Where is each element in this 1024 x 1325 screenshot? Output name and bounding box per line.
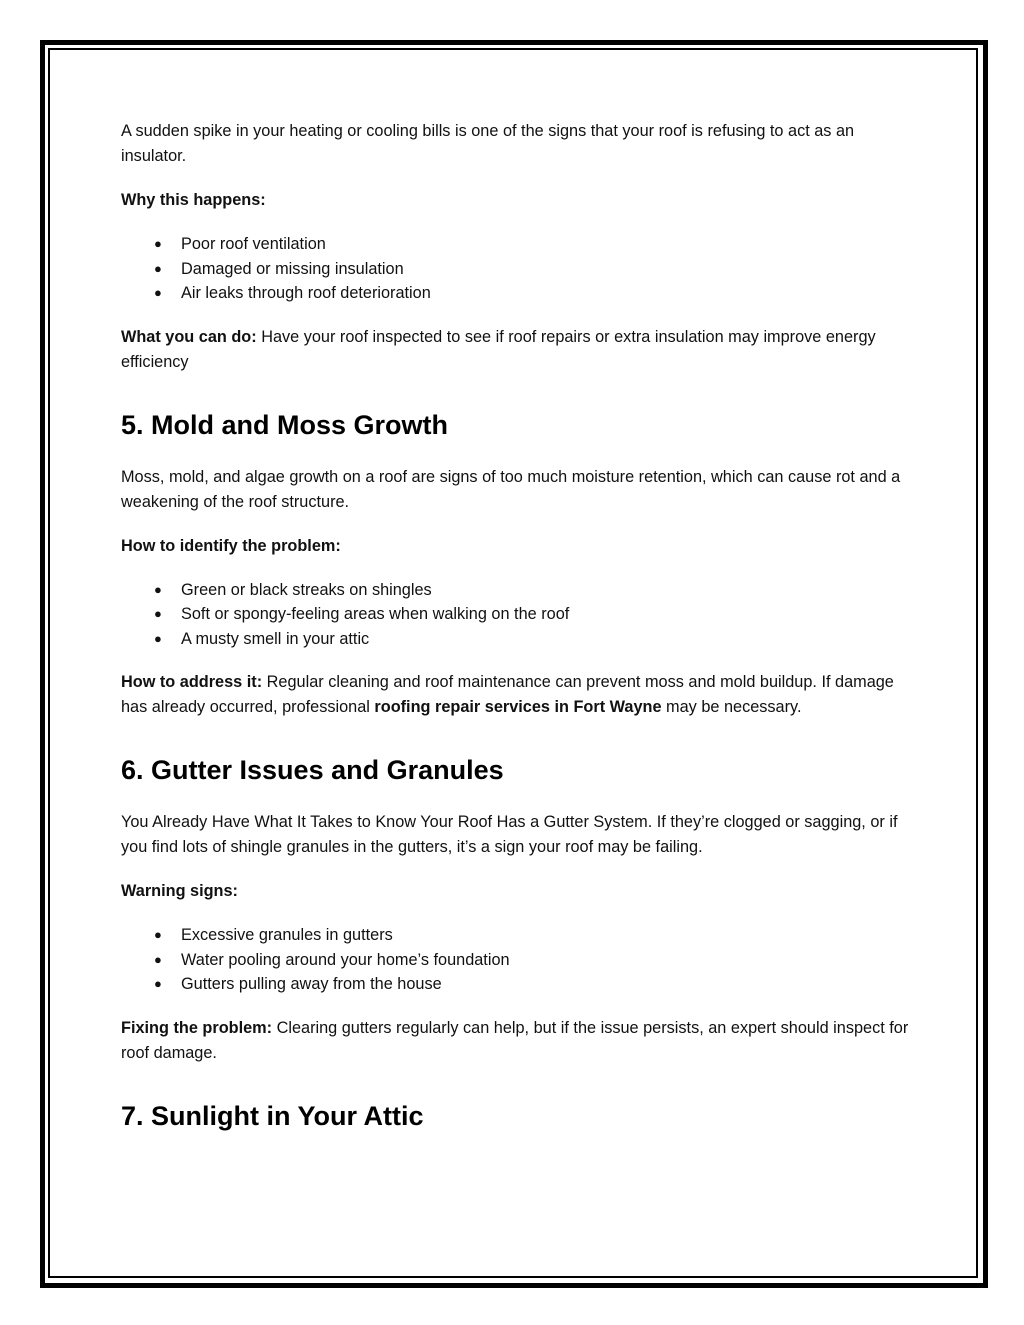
list-item: ● Damaged or missing insulation xyxy=(121,257,911,282)
list-item: ● Gutters pulling away from the house xyxy=(121,972,911,997)
bullet-icon: ● xyxy=(154,951,162,967)
gutter-description: You Already Have What It Takes to Know Your Roof Has a Gutter System. If they’re clogged or sagging, or if you find lots of shingle granules in the gutters, it’s a sign your roof may be failing. xyxy=(121,813,898,856)
mold-description: Moss, mold, and algae growth on a roof are signs of too much moisture retention, which can cause rot and a weakening of the roof structure. xyxy=(121,467,901,511)
bullet-icon: ● xyxy=(154,927,162,942)
warning-signs-label: Warning signs: xyxy=(121,882,238,900)
section-heading-gutter: 6. Gutter Issues and Granules xyxy=(121,755,504,785)
roofing-repair-services-link-text: roofing repair services in Fort Wayne xyxy=(374,698,662,716)
bullet-icon: ● xyxy=(154,581,162,597)
intro-paragraph: A sudden spike in your heating or cooling bills is one of the signs that your roof is refusing to act as an insulator. xyxy=(121,122,855,165)
what-you-can-do-paragraph: What you can do: Have your roof inspected to see if roof repairs or extra insulation may improve energy efficiency xyxy=(121,327,876,371)
list-item: ● A musty smell in your attic xyxy=(121,627,911,652)
section-heading-mold: 5. Mold and Moss Growth xyxy=(121,409,449,440)
bullet-icon: ● xyxy=(154,976,162,991)
bullet-icon: ● xyxy=(154,630,162,646)
fixing-problem-paragraph: Fixing the problem: Clearing gutters regularly can help, but if the issue persists, an expert should inspect for roof damage. xyxy=(121,1018,909,1062)
list-item: ● Air leaks through roof deterioration xyxy=(121,281,911,306)
list-item: ● Soft or spongy-feeling areas when walking on the roof xyxy=(121,602,911,627)
identify-problem-label: How to identify the problem: xyxy=(121,536,341,555)
document-body xyxy=(121,119,911,1156)
why-this-happens-label: Why this happens: xyxy=(121,191,266,209)
gutter-signs-list xyxy=(121,923,911,997)
how-to-address-label: How to address it: xyxy=(121,673,263,691)
bullet-icon: ● xyxy=(154,285,162,300)
section-heading-sunlight: 7. Sunlight in Your Attic xyxy=(121,1100,424,1131)
list-item: ● Green or black streaks on shingles xyxy=(121,578,911,603)
how-to-address-paragraph: How to address it: Regular cleaning and roof maintenance can prevent moss and mold buildup. If damage has already occurred, professional roofing repair services in Fort Wayne may be necessary. xyxy=(121,673,894,716)
mold-signs-list xyxy=(121,578,911,652)
what-you-can-do-label: What you can do: xyxy=(121,327,257,346)
bullet-icon: ● xyxy=(154,236,162,251)
bullet-icon: ● xyxy=(154,260,162,276)
causes-list xyxy=(121,232,911,306)
list-item: ● Poor roof ventilation xyxy=(121,232,911,257)
fixing-problem-label: Fixing the problem: xyxy=(121,1018,273,1037)
bullet-icon: ● xyxy=(154,606,162,621)
list-item: ● Excessive granules in gutters xyxy=(121,923,911,948)
list-item: ● Water pooling around your home’s foundation xyxy=(121,948,911,973)
